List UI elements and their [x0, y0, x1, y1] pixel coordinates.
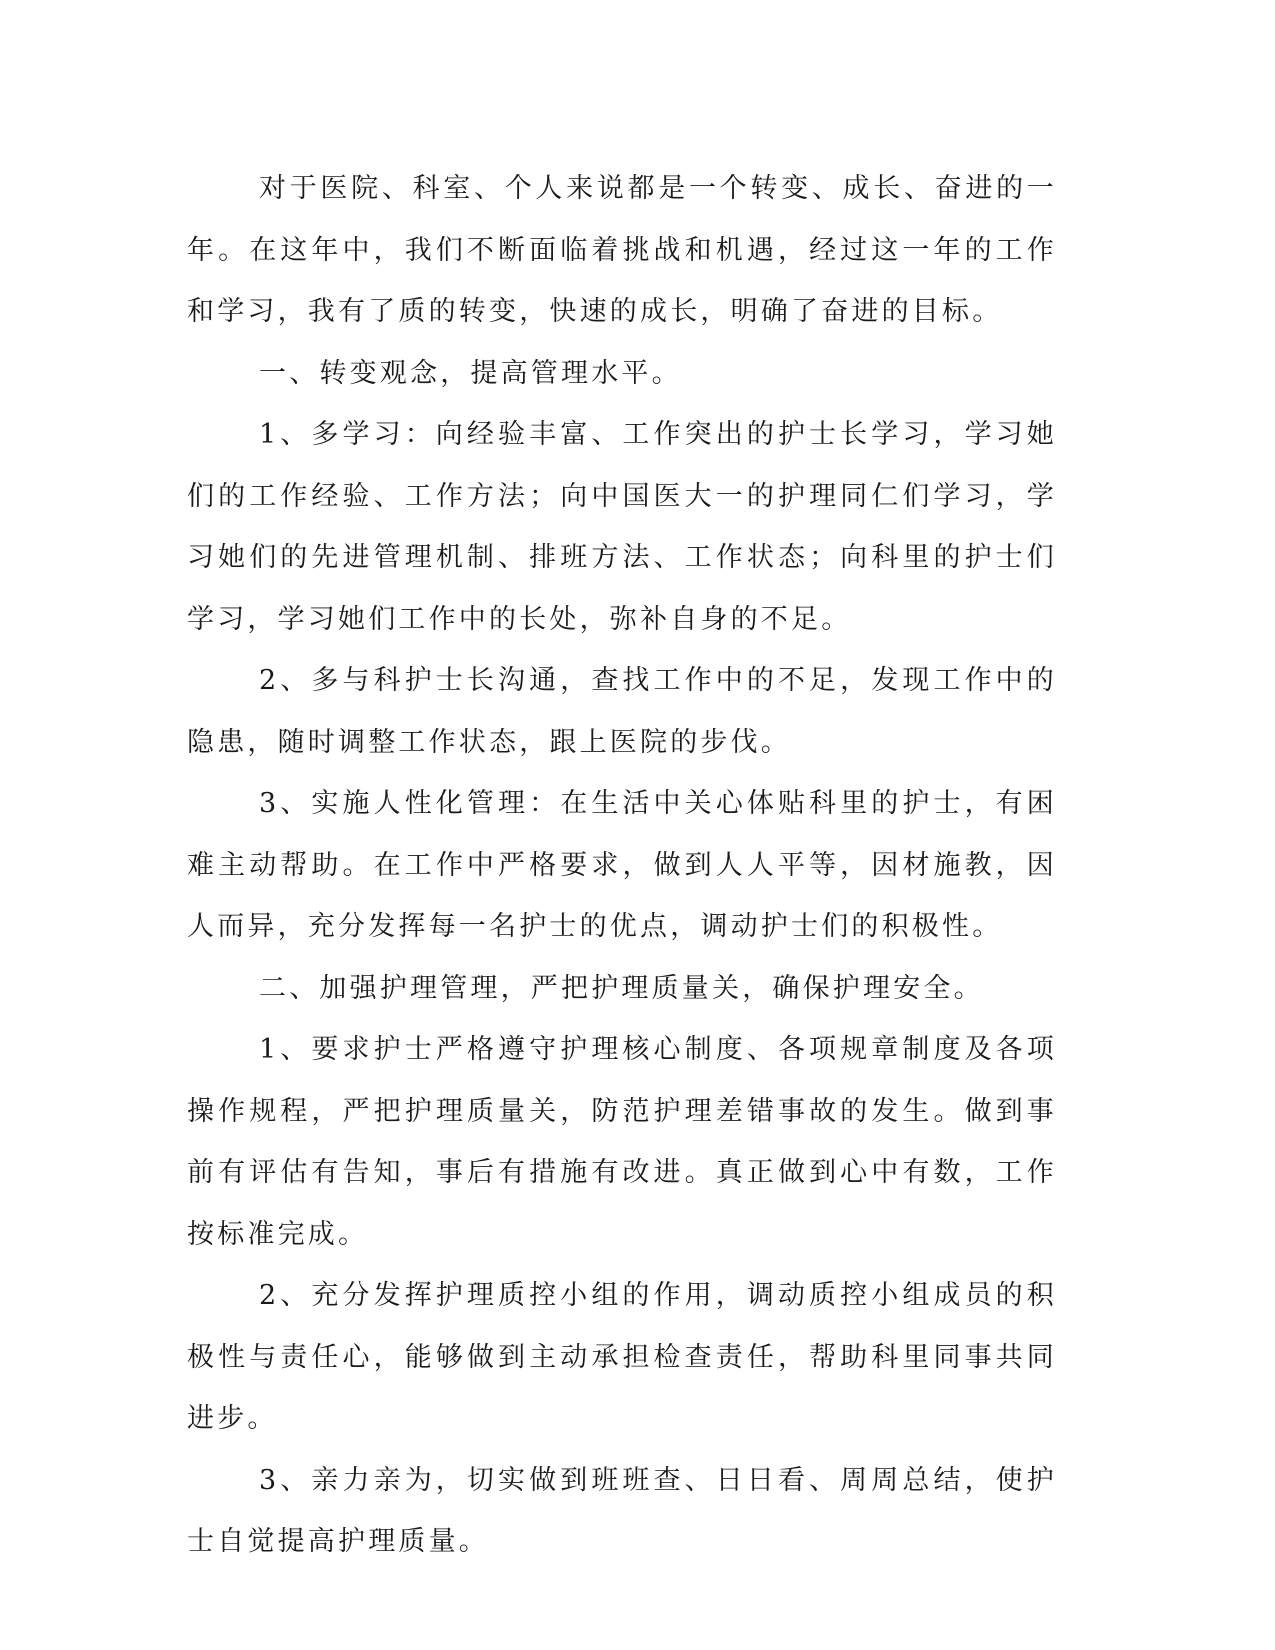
paragraph-2-1: 1、要求护士严格遵守护理核心制度、各项规章制度及各项操作规程，严把护理质量关，防范护理差错事故的发生。做到事前有评估有告知，事后有措施有改进。真正做到心中有数，工作按标准完成。: [187, 1034, 1057, 1250]
paragraph-intro: 对于医院、科室、个人来说都是一个转变、成长、奋进的一年。在这年中，我们不断面临着挑战和机遇，经过这一年的工作和学习，我有了质的转变，快速的成长，明确了奋进的目标。: [187, 173, 1057, 327]
heading-section-2: 二、加强护理管理，严把护理质量关，确保护理安全。: [259, 972, 984, 1004]
paragraph-2-2: 2、充分发挥护理质控小组的作用，调动质控小组成员的积极性与责任心，能够做到主动承担检查责任，帮助科里同事共同进步。: [187, 1280, 1057, 1434]
paragraph-1-1: 1、多学习：向经验丰富、工作突出的护士长学习，学习她们的工作经验、工作方法；向中国医大一的护理同仁们学习，学习她们的先进管理机制、排班方法、工作状态；向科里的护士们学习，学习她们工作中的长处，弥补自身的不足。: [187, 419, 1057, 635]
heading-section-1: 一、转变观念，提高管理水平。: [259, 357, 682, 389]
paragraph-1-2: 2、多与科护士长沟通，查找工作中的不足，发现工作中的隐患，随时调整工作状态，跟上医院的步伐。: [187, 665, 1057, 758]
document-body: [187, 158, 1057, 1573]
paragraph-1-3: 3、实施人性化管理：在生活中关心体贴科里的护士，有困难主动帮助。在工作中严格要求，做到人人平等，因材施教，因人而异，充分发挥每一名护士的优点，调动护士们的积极性。: [187, 788, 1057, 942]
paragraph-2-3: 3、亲力亲为，切实做到班班查、日日看、周周总结，使护士自觉提高护理质量。: [187, 1464, 1057, 1557]
